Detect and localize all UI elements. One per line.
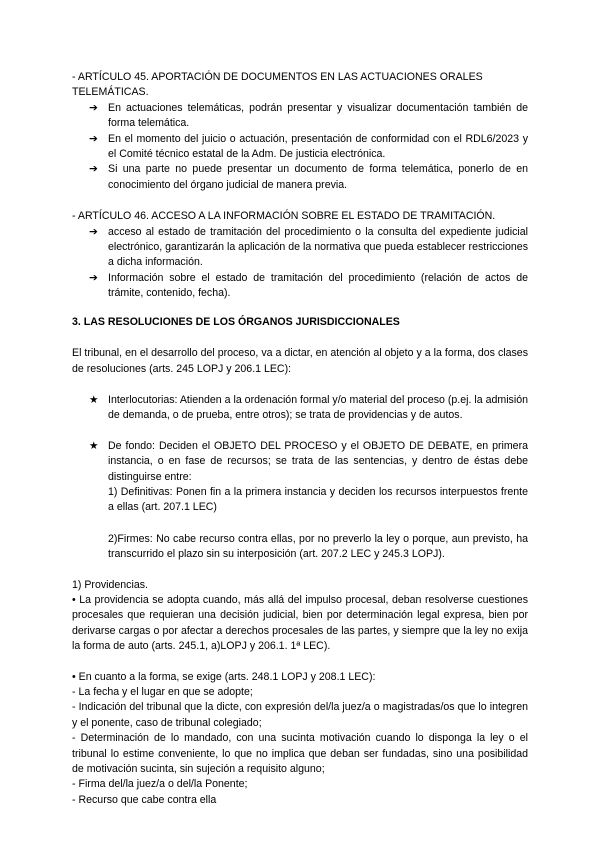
forma-item: - La fecha y el lugar en que se adopte; [72, 686, 253, 698]
forma-item: - Determinación de lo mandado, con una sucinta motivación cuando lo disponga la ley o el tribunal lo estime conveniente, lo que no implica que deban ser fundadas, sino una posibilidad de motivación sucinta, sin sujeción a requisito alguno; [72, 732, 528, 776]
star-icon: ★ [89, 439, 99, 452]
list-item: ➔ Información sobre el estado de tramitación del procedimiento (relación de actos de trámite, contenido, fecha). [89, 271, 528, 300]
star-icon: ★ [89, 393, 99, 406]
arrow-icon: ➔ [89, 101, 98, 114]
forma-item: - Recurso que cabe contra ella [72, 793, 217, 806]
providencias-paragraph: • La providencia se adopta cuando, más allá del impulso procesal, deban resolverse cuestiones procesales que requieran una decisión judicial, bien por determinación legal expresa, bien por derivarse cargas o por afectar a derechos procesales de las partes, y siempre que la ley no exija la forma de auto (arts. 245.1, a)LOPJ y 206.1. 1ª LEC). [72, 593, 528, 653]
forma-item: - Indicación del tribunal que la dicte, con expresión del/la juez/a o magistradas/os que lo integren y el ponente, caso de tribunal colegiado; [72, 701, 528, 729]
document-page [72, 70, 528, 808]
forma-item: - Firma del/la juez/a o del/la Ponente; [72, 778, 248, 791]
section-title: 3. LAS RESOLUCIONES DE LOS ÓRGANOS JURISDICCIONALES [72, 315, 400, 328]
section-intro: El tribunal, en el desarrollo del proceso, va a dictar, en atención al objeto y a la forma, dos clases de resoluciones (arts. 245 LOPJ y 206.1 LEC): [72, 347, 528, 375]
forma-intro: • En cuanto a la forma, se exige (arts. 248.1 LOPJ y 208.1 LEC): [72, 670, 376, 683]
art46-heading: - ARTÍCULO 46. ACCESO A LA INFORMACIÓN SOBRE EL ESTADO DE TRAMITACIÓN. [72, 210, 496, 223]
art45-list [72, 101, 528, 193]
art46-list [72, 225, 528, 302]
list-item: ➔ En el momento del juicio o actuación, presentación de conformidad con el RDL6/2023 y el Comité técnico estatal de la Adm. De justicia electrónica. [89, 132, 528, 161]
interlocutorias-item: ★ Interlocutorias: Atienden a la ordenación formal y/o material del proceso (p.ej. la admisión de demanda, o de prueba, entre otros); se trata de providencias y de autos. [89, 393, 528, 422]
arrow-icon: ➔ [89, 132, 98, 145]
list-item: ➔ En actuaciones telemáticas, podrán presentar y visualizar documentación también de forma telemática. [89, 101, 528, 130]
arrow-icon: ➔ [89, 163, 98, 176]
arrow-icon: ➔ [89, 225, 98, 238]
art45-heading: - ARTÍCULO 45. APORTACIÓN DE DOCUMENTOS EN LAS ACTUACIONES ORALES TELEMÁTICAS. [72, 71, 483, 99]
list-item: ➔ Si una parte no puede presentar un documento de forma telemática, ponerlo de en conocimiento del órgano judicial de manera previa. [89, 163, 528, 191]
de-fondo-item: ★ De fondo: Deciden el OBJETO DEL PROCESO y el OBJETO DE DEBATE, en primera instancia, o en fase de recursos; se trata de las sentencias, y dentro de éstas debe distinguirse entre: [89, 439, 528, 483]
definitivas-text: 1) Definitivas: Ponen fin a la primera instancia y deciden los recursos interpuestos frente a ellas (art. 207.1 LEC) [108, 485, 528, 514]
list-item: ➔ acceso al estado de tramitación del procedimiento o la consulta del expediente judicial electrónico, garantizarán la aplicación de la normativa que pueda establecer restricciones a dicha información. [89, 225, 528, 269]
firmes-text: 2)Firmes: No cabe recurso contra ellas, por no preverlo la ley o porque, aun previsto, ha transcurrido el plazo sin su interposición (art. 207.2 LEC y 245.3 LOPJ). [108, 532, 528, 561]
providencias-title: 1) Providencias. [72, 578, 148, 591]
arrow-icon: ➔ [89, 271, 98, 284]
